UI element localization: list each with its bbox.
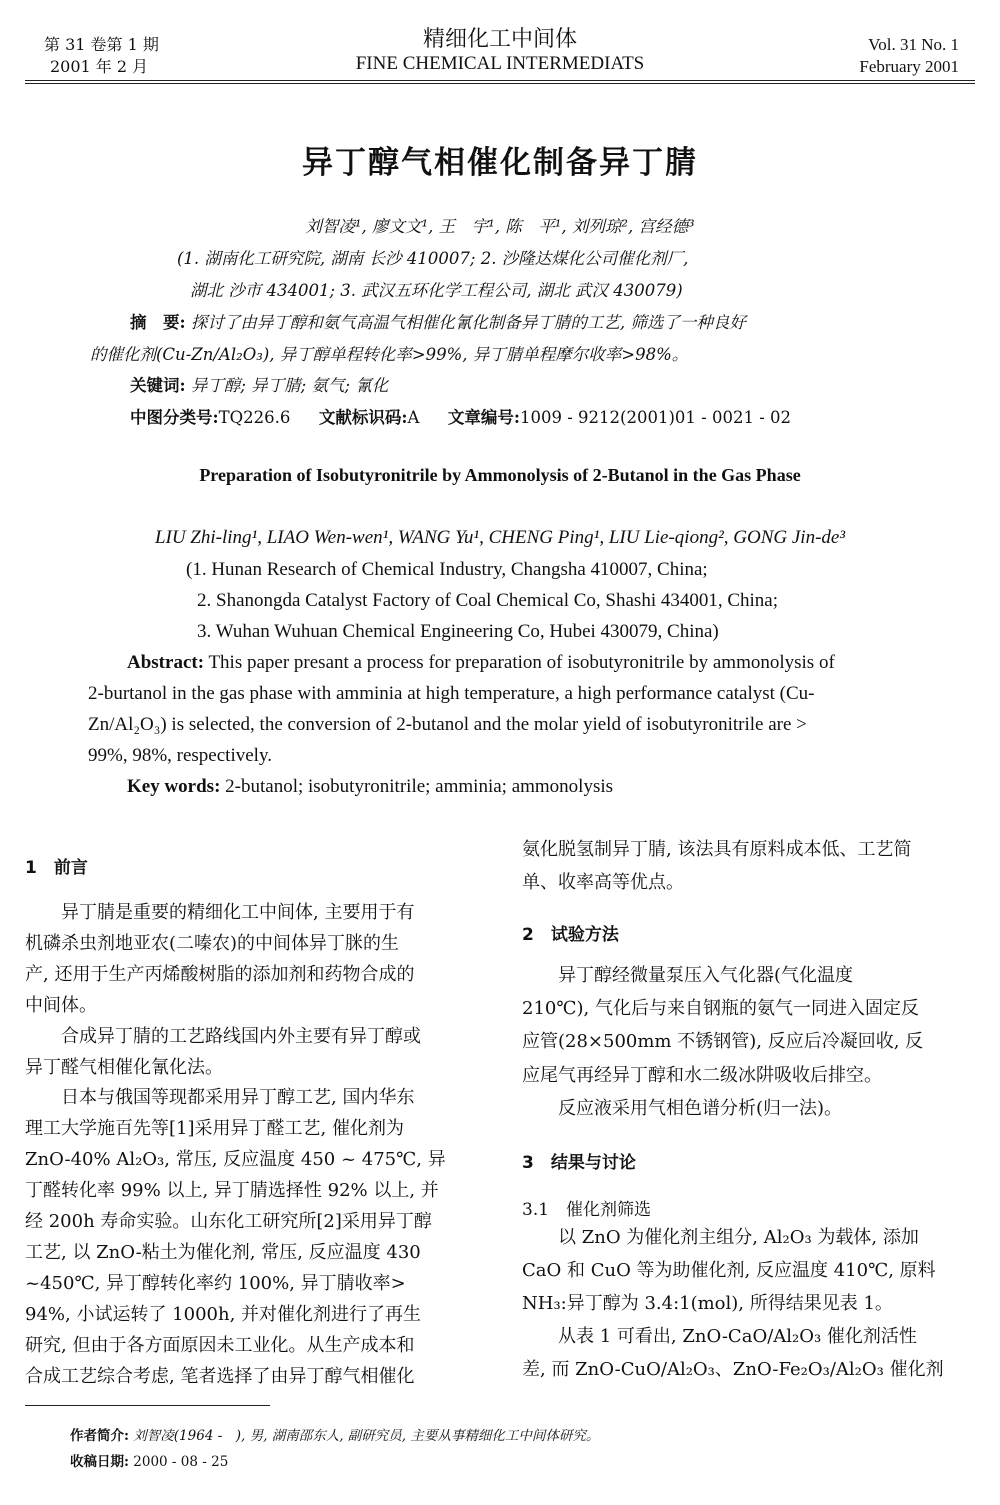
method-line-4: 应尾气再经异丁醇和水二级冰阱吸收后排空。 [522, 1064, 882, 1086]
date-en: February 2001 [859, 57, 959, 76]
authors-en: LIU Zhi-ling¹, LIAO Wen-wen¹, WANG Yu¹, CHENG Ping¹, LIU Lie-qiong², GONG Jin-de³ [154, 527, 846, 548]
clc-value: TQ226.6 [218, 408, 291, 427]
authors-cn: 刘智凌¹, 廖文文¹, 王 宇¹, 陈 平¹, 刘列琼², 宫经德³ [305, 217, 695, 236]
received-date-text: 2000 - 08 - 25 [133, 1454, 229, 1470]
clc-label: 中图分类号: [130, 408, 219, 427]
left-body-line-15: 研究, 但由于各方面原因未工业化。从生产成本和 [25, 1334, 415, 1356]
affiliation-cn-line-2: 湖北 沙市 434001; 3. 武汉五环化学工程公司, 湖北 武汉 430079) [190, 281, 683, 300]
method-line-2: 210℃), 气化后与来自钢瓶的氨气一同进入固定反 [522, 998, 919, 1020]
keywords-cn-label: 关键词: [130, 376, 186, 395]
left-body-line-16: 合成工艺综合考虑, 笔者选择了由异丁醇气相催化 [25, 1365, 415, 1387]
section-3-heading: 3 结果与讨论 [522, 1153, 636, 1173]
affiliation-en-line-3: 3. Wuhan Wuhuan Chemical Engineering Co, Hubei 430079, China) [197, 621, 719, 642]
journal-title-en: FINE CHEMICAL INTERMEDIATS [355, 53, 645, 74]
section-3-1-heading: 3.1 催化剂筛选 [522, 1200, 652, 1220]
keywords-en [127, 776, 613, 798]
left-body-line-4: 中间体。 [25, 994, 97, 1016]
results-line-1: 以 ZnO 为催化剂主组分, Al₂O₃ 为载体, 添加 [522, 1227, 919, 1248]
date-cn: 2001 年 2 月 [50, 57, 149, 76]
abstract-cn-text-1: 探讨了由异丁醇和氨气高温气相催化氰化制备异丁腈的工艺, 筛选了一种良好 [190, 313, 746, 332]
results-line-3: NH₃:异丁醇为 3.4:1(mol), 所得结果见表 1。 [522, 1293, 893, 1314]
classification-line [130, 404, 791, 428]
method-line-1: 异丁醇经微量泵压入气化器(气化温度 [522, 965, 854, 986]
keywords-en-text: 2-butanol; isobutyronitrile; amminia; ammonolysis [225, 776, 614, 797]
results-line-4: 从表 1 可看出, ZnO-CaO/Al₂O₃ 催化剂活性 [522, 1326, 917, 1347]
results-line-2: CaO 和 CuO 等为助催化剂, 反应温度 410℃, 原料 [522, 1260, 936, 1281]
author-bio [70, 1424, 599, 1444]
left-body-line-1: 异丁腈是重要的精细化工中间体, 主要用于有 [25, 902, 415, 923]
footnote-rule [25, 1405, 270, 1406]
article-title-en: Preparation of Isobutyronitrile by Ammonolysis of 2-Butanol in the Gas Phase [199, 465, 801, 485]
article-title-cn: 异丁醇气相催化制备异丁腈 [302, 145, 698, 181]
header-rule-double [25, 83, 975, 84]
left-body-line-12: 工艺, 以 ZnO-粘土为催化剂, 常压, 反应温度 430 [25, 1241, 421, 1263]
author-bio-text: 刘智凌(1964 - ), 男, 湖南邵东人, 副研究员, 主要从事精细化工中间体研究。 [133, 1428, 600, 1444]
left-body-line-3: 产, 还用于生产丙烯酸树脂的添加剂和药物合成的 [25, 963, 415, 985]
article-number-value: 1009 - 9212(2001)01 - 0021 - 02 [519, 408, 792, 427]
abstract-cn-line-1 [130, 309, 746, 333]
volume-issue-en: Vol. 31 No. 1 [868, 35, 959, 54]
received-date [70, 1450, 228, 1470]
right-top-line-2: 单、收率高等优点。 [522, 872, 684, 893]
keywords-cn [130, 372, 388, 396]
article-number-label: 文章编号: [447, 408, 520, 427]
affiliation-en-line-1: (1. Hunan Research of Chemical Industry, Changsha 410007, China; [186, 559, 708, 580]
keywords-cn-text: 异丁醇; 异丁腈; 氨气; 氰化 [190, 376, 389, 395]
keywords-en-label: Key words: [127, 776, 221, 797]
doc-code-label: 文献标识码: [318, 408, 408, 427]
results-line-5: 差, 而 ZnO-CuO/Al₂O₃、ZnO-Fe₂O₃/Al₂O₃ 催化剂 [522, 1359, 944, 1380]
author-bio-label: 作者简介: [70, 1428, 129, 1444]
header-rule [25, 80, 975, 81]
doc-code-value: A [407, 408, 420, 427]
method-line-3: 应管(28×500mm 不锈钢管), 反应后冷凝回收, 反 [522, 1031, 924, 1053]
abstract-cn-label: 摘 要: [130, 313, 186, 332]
abstract-cn-line-2: 的催化剂(Cu-Zn/Al₂O₃), 异丁醇单程转化率>99%, 异丁腈单程摩尔收率>98%。 [90, 345, 689, 364]
section-2-heading: 2 试验方法 [522, 925, 619, 945]
left-body-line-8: 理工大学施百先等[1]采用异丁醛工艺, 催化剂为 [25, 1118, 404, 1140]
abstract-en-line-3: Zn/Al₂O₃) is selected, the conversion of 2-butanol and the molar yield of isobutyronitrile are > [88, 714, 807, 735]
left-body-line-5: 合成异丁腈的工艺路线国内外主要有异丁醇或 [25, 1025, 421, 1047]
left-body-line-10: 丁醛转化率 99% 以上, 异丁腈选择性 92% 以上, 并 [25, 1180, 439, 1202]
left-body-line-6: 异丁醛气相催化氰化法。 [25, 1056, 223, 1078]
left-body-line-11: 经 200h 寿命实验。山东化工研究所[2]采用异丁醇 [25, 1211, 432, 1232]
section-1-heading: 1 前言 [25, 858, 88, 878]
abstract-en-line-1 [127, 652, 835, 674]
abstract-en-label: Abstract: [127, 652, 205, 673]
left-body-line-9: ZnO-40% Al₂O₃, 常压, 反应温度 450 ~ 475℃, 异 [25, 1149, 446, 1171]
left-body-line-14: 94%, 小试运转了 1000h, 并对催化剂进行了再生 [25, 1303, 422, 1325]
abstract-en-line-2: 2-burtanol in the gas phase with amminia at high temperature, a high performance catalyst (Cu- [88, 683, 815, 704]
abstract-en-text-1: This paper presant a process for preparation of isobutyronitrile by ammonolysis of [208, 652, 835, 673]
method-line-5: 反应液采用气相色谱分析(归一法)。 [522, 1097, 843, 1119]
left-body-line-13: ~450℃, 异丁醇转化率约 100%, 异丁腈收率> [25, 1272, 406, 1294]
affiliation-en-line-2: 2. Shanongda Catalyst Factory of Coal Chemical Co, Shashi 434001, China; [197, 590, 779, 611]
affiliation-cn-line-1: (1. 湖南化工研究院, 湖南 长沙 410007; 2. 沙隆达煤化公司催化剂厂, [177, 249, 689, 268]
right-top-line-1: 氨化脱氢制异丁腈, 该法具有原料成本低、工艺简 [522, 839, 912, 860]
left-body-line-7: 日本与俄国等现都采用异丁醇工艺, 国内华东 [25, 1087, 415, 1109]
volume-issue-cn: 第 31 卷第 1 期 [44, 35, 159, 54]
received-date-label: 收稿日期: [70, 1454, 129, 1470]
abstract-en-line-4: 99%, 98%, respectively. [88, 745, 272, 766]
journal-title-cn: 精细化工中间体 [422, 27, 577, 52]
left-body-line-2: 机磷杀虫剂地亚农(二嗪农)的中间体异丁脒的生 [25, 932, 400, 954]
